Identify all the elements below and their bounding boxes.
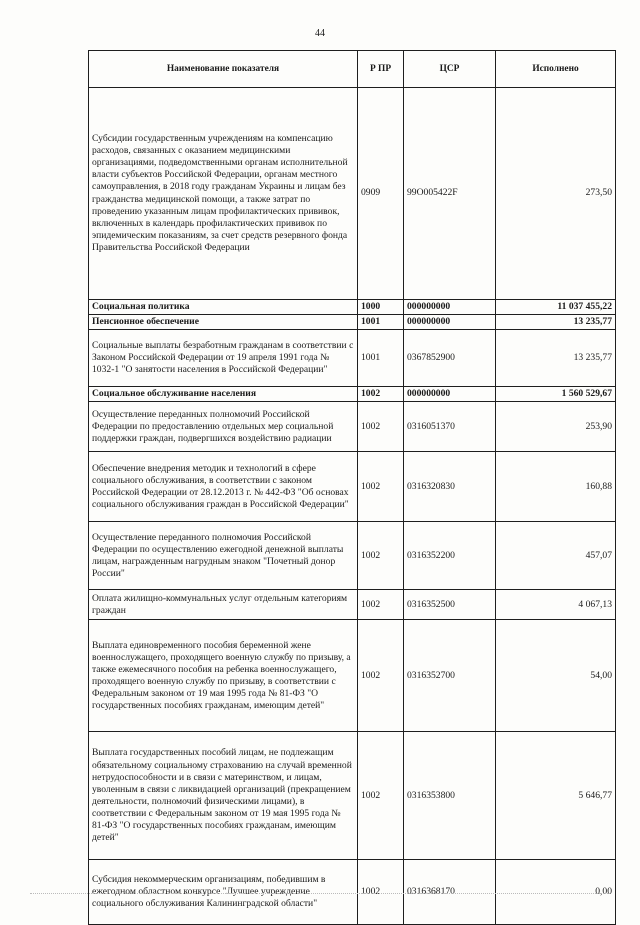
row-rpr: 1002 bbox=[358, 522, 404, 590]
row-csr: 0316353800 bbox=[404, 732, 496, 860]
row-executed: 13 235,77 bbox=[496, 330, 616, 387]
row-csr: 0316352200 bbox=[404, 522, 496, 590]
row-rpr: 1000 bbox=[358, 300, 404, 315]
row-executed: 160,88 bbox=[496, 452, 616, 522]
row-executed: 5 646,77 bbox=[496, 732, 616, 860]
row-rpr: 0909 bbox=[358, 88, 404, 300]
page-number: 44 bbox=[315, 28, 325, 39]
table-row bbox=[89, 315, 616, 330]
row-rpr: 1002 bbox=[358, 590, 404, 620]
row-name: Социальные выплаты безработным гражданам в соответствии с Законом Российской Федерации от 19 апреля 1991 года № 1032-1 "О занятости населения в Российской Федерации" bbox=[89, 330, 358, 387]
table-row bbox=[89, 387, 616, 402]
row-rpr: 1002 bbox=[358, 620, 404, 732]
row-name: Выплата государственных пособий лицам, не подлежащим обязательному социальному страхованию на случай временной нетрудоспособности и в связи с материнством, и лицам, уволенным в связи с ликвидацией организаций (прекращением деятельности, полномочий физическими лицами), в соответствии с Федеральным законом от 19 мая 1995 года № 81-ФЗ "О государственных пособиях гражданам, имеющим детей" bbox=[89, 732, 358, 860]
row-rpr: 1002 bbox=[358, 402, 404, 452]
row-executed: 54,00 bbox=[496, 620, 616, 732]
row-executed: 11 037 455,22 bbox=[496, 300, 616, 315]
row-csr: 000000000 bbox=[404, 315, 496, 330]
row-name: Субсидии государственным учреждениям на компенсацию расходов, связанных с оказанием медицинскими организациями, подведомственными органам исполнительной власти субъектов Российской Федерации, органам местного самоуправления, в 2018 году гражданам Украины и лицам без гражданства медицинской помощи, а также затрат по проведению указанным лицам профилактических прививок, включенных в календарь профилактических прививок по эпидемическим показаниям, за счет средств резервного фонда Правительства Российской Федерации bbox=[89, 88, 358, 300]
table-row bbox=[89, 330, 616, 387]
table-row bbox=[89, 300, 616, 315]
row-rpr: 1002 bbox=[358, 387, 404, 402]
row-name: Оплата жилищно-коммунальных услуг отдельным категориям граждан bbox=[89, 590, 358, 620]
row-csr: 000000000 bbox=[404, 387, 496, 402]
row-name: Пенсионное обеспечение bbox=[89, 315, 358, 330]
row-csr: 0316051370 bbox=[404, 402, 496, 452]
row-csr: 99O005422F bbox=[404, 88, 496, 300]
scan-edge-divider bbox=[30, 893, 610, 895]
header-rpr: Р ПР bbox=[358, 51, 404, 88]
table-header-row bbox=[89, 51, 616, 88]
table-row bbox=[89, 452, 616, 522]
table-row bbox=[89, 590, 616, 620]
row-csr: 000000000 bbox=[404, 300, 496, 315]
row-csr: 0367852900 bbox=[404, 330, 496, 387]
row-name: Субсидия некоммерческим организациям, победившим в ежегодном областном конкурсе "Лучшее учреждение социального обслуживания Калининградской области" bbox=[89, 860, 358, 925]
row-csr: 0316352700 bbox=[404, 620, 496, 732]
table-row bbox=[89, 732, 616, 860]
row-executed: 13 235,77 bbox=[496, 315, 616, 330]
table-row bbox=[89, 402, 616, 452]
row-name: Осуществление переданного полномочия Российской Федерации по осуществлению ежегодной денежной выплаты лицам, награжденным нагрудным знаком "Почетный донор России" bbox=[89, 522, 358, 590]
row-executed: 253,90 bbox=[496, 402, 616, 452]
row-rpr: 1001 bbox=[358, 315, 404, 330]
row-executed: 0,00 bbox=[496, 860, 616, 925]
row-name: Социальная политика bbox=[89, 300, 358, 315]
row-name: Социальное обслуживание населения bbox=[89, 387, 358, 402]
row-executed: 457,07 bbox=[496, 522, 616, 590]
header-csr: ЦСР bbox=[404, 51, 496, 88]
table-row bbox=[89, 522, 616, 590]
row-rpr: 1002 bbox=[358, 732, 404, 860]
row-name: Осуществление переданных полномочий Российской Федерации по предоставлению отдельных мер социальной поддержки граждан, подвергшихся воздействию радиации bbox=[89, 402, 358, 452]
row-csr: 0316352500 bbox=[404, 590, 496, 620]
row-name: Обеспечение внедрения методик и технологий в сфере социального обслуживания, в соответствии с законом Российской Федерации от 28.12.2013 г. № 442-ФЗ "Об основах социального обслуживания граждан в Российской Федерации" bbox=[89, 452, 358, 522]
row-csr: 0316368170 bbox=[404, 860, 496, 925]
row-rpr: 1001 bbox=[358, 330, 404, 387]
table-row bbox=[89, 88, 616, 300]
row-executed: 4 067,13 bbox=[496, 590, 616, 620]
row-csr: 0316320830 bbox=[404, 452, 496, 522]
table-row bbox=[89, 620, 616, 732]
row-executed: 273,50 bbox=[496, 88, 616, 300]
header-executed: Исполнено bbox=[496, 51, 616, 88]
header-name: Наименование показателя bbox=[89, 51, 358, 88]
row-executed: 1 560 529,67 bbox=[496, 387, 616, 402]
report-table bbox=[88, 50, 616, 925]
row-rpr: 1002 bbox=[358, 860, 404, 925]
row-name: Выплата единовременного пособия беременной жене военнослужащего, проходящего военную службу по призыву, а также ежемесячного пособия на ребенка военнослужащего, проходящего военную службу по призыву, в соответствии с Федеральным законом от 19 мая 1995 года № 81-ФЗ "О государственных пособиях гражданам, имеющим детей" bbox=[89, 620, 358, 732]
row-rpr: 1002 bbox=[358, 452, 404, 522]
